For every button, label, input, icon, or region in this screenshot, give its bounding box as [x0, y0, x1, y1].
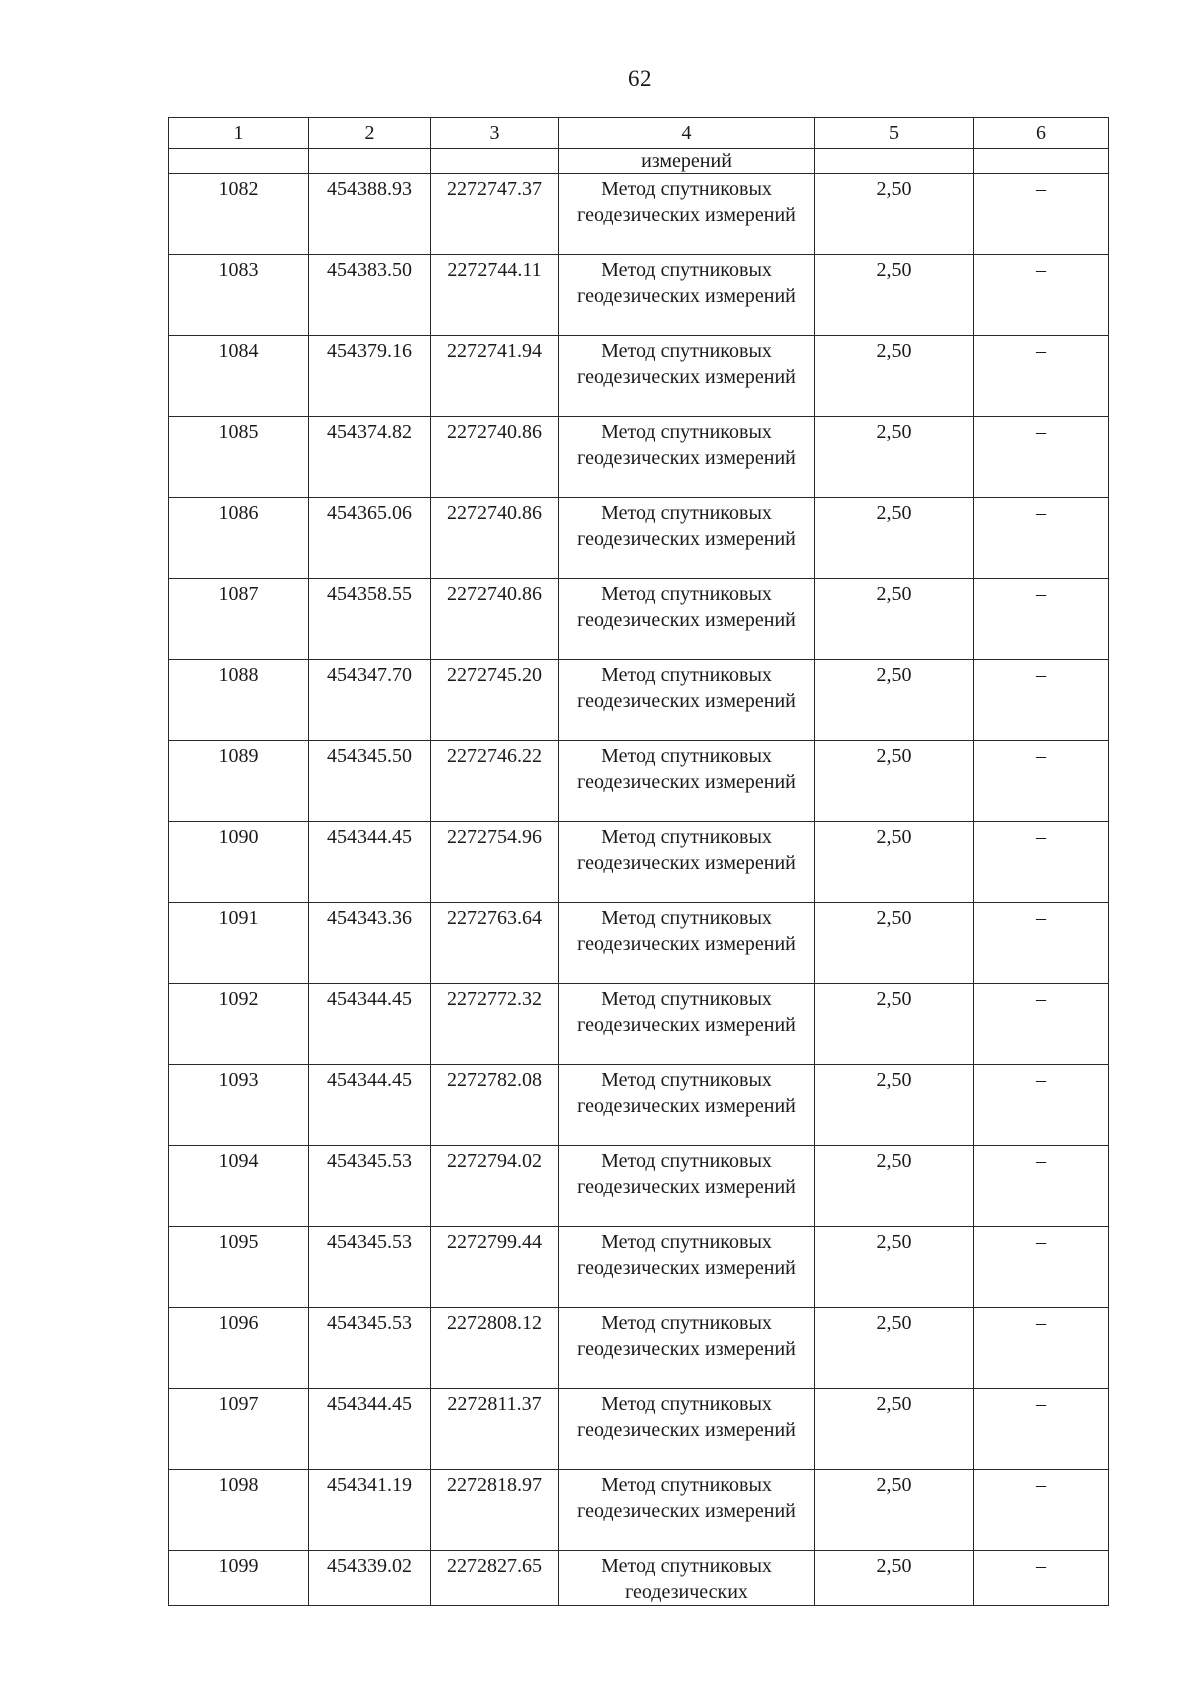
column-header-2: 2: [309, 118, 431, 149]
x-coordinate-cell: 454344.45: [309, 1389, 431, 1470]
accuracy-cell: 2,50: [815, 1227, 974, 1308]
continuation-cell-5: [815, 149, 974, 174]
note-cell: –: [974, 336, 1109, 417]
y-coordinate-cell: 2272747.37: [431, 174, 559, 255]
method-cell: Метод спутниковых геодезических измерений: [559, 498, 815, 579]
y-coordinate-cell: 2272740.86: [431, 498, 559, 579]
point-number-cell: 1098: [169, 1470, 309, 1551]
method-cell: Метод спутниковых геодезических измерений: [559, 984, 815, 1065]
method-cell: Метод спутниковых геодезических измерений: [559, 660, 815, 741]
method-cell: Метод спутниковых геодезических измерений: [559, 741, 815, 822]
note-cell: –: [974, 1146, 1109, 1227]
point-number-cell: 1090: [169, 822, 309, 903]
x-coordinate-cell: 454374.82: [309, 417, 431, 498]
note-cell: –: [974, 1470, 1109, 1551]
accuracy-cell: 2,50: [815, 498, 974, 579]
y-coordinate-cell: 2272782.08: [431, 1065, 559, 1146]
method-cell: Метод спутниковых геодезических измерений: [559, 1227, 815, 1308]
point-number-cell: 1092: [169, 984, 309, 1065]
table-row: [169, 1389, 1109, 1470]
continuation-row: [169, 149, 1109, 174]
note-cell: –: [974, 903, 1109, 984]
point-number-cell: 1085: [169, 417, 309, 498]
column-header-4: 4: [559, 118, 815, 149]
note-cell: –: [974, 741, 1109, 822]
note-cell: –: [974, 1308, 1109, 1389]
method-cell: Метод спутниковых геодезических измерений: [559, 174, 815, 255]
table-row: [169, 741, 1109, 822]
y-coordinate-cell: 2272740.86: [431, 579, 559, 660]
note-cell: –: [974, 1065, 1109, 1146]
accuracy-cell: 2,50: [815, 984, 974, 1065]
y-coordinate-cell: 2272808.12: [431, 1308, 559, 1389]
accuracy-cell: 2,50: [815, 1551, 974, 1606]
accuracy-cell: 2,50: [815, 1065, 974, 1146]
y-coordinate-cell: 2272740.86: [431, 417, 559, 498]
note-cell: –: [974, 174, 1109, 255]
note-cell: –: [974, 1551, 1109, 1606]
table-row: [169, 822, 1109, 903]
point-number-cell: 1089: [169, 741, 309, 822]
note-cell: –: [974, 984, 1109, 1065]
accuracy-cell: 2,50: [815, 1146, 974, 1227]
accuracy-cell: 2,50: [815, 822, 974, 903]
accuracy-cell: 2,50: [815, 741, 974, 822]
table-row: [169, 1146, 1109, 1227]
x-coordinate-cell: 454347.70: [309, 660, 431, 741]
method-cell: Метод спутниковых геодезических измерений: [559, 1389, 815, 1470]
table-row: [169, 1470, 1109, 1551]
point-number-cell: 1096: [169, 1308, 309, 1389]
point-number-cell: 1083: [169, 255, 309, 336]
note-cell: –: [974, 255, 1109, 336]
method-cell: Метод спутниковых геодезических измерений: [559, 822, 815, 903]
accuracy-cell: 2,50: [815, 660, 974, 741]
y-coordinate-cell: 2272746.22: [431, 741, 559, 822]
table-row: [169, 174, 1109, 255]
x-coordinate-cell: 454344.45: [309, 984, 431, 1065]
x-coordinate-cell: 454358.55: [309, 579, 431, 660]
y-coordinate-cell: 2272799.44: [431, 1227, 559, 1308]
continuation-method-cell: измерений: [559, 149, 815, 174]
x-coordinate-cell: 454345.50: [309, 741, 431, 822]
accuracy-cell: 2,50: [815, 1389, 974, 1470]
table-row: [169, 1227, 1109, 1308]
y-coordinate-cell: 2272818.97: [431, 1470, 559, 1551]
table-row: [169, 255, 1109, 336]
point-number-cell: 1088: [169, 660, 309, 741]
y-coordinate-cell: 2272794.02: [431, 1146, 559, 1227]
x-coordinate-cell: 454344.45: [309, 1065, 431, 1146]
point-number-cell: 1097: [169, 1389, 309, 1470]
point-number-cell: 1099: [169, 1551, 309, 1606]
table-row: [169, 984, 1109, 1065]
table-row: [169, 660, 1109, 741]
x-coordinate-cell: 454339.02: [309, 1551, 431, 1606]
point-number-cell: 1093: [169, 1065, 309, 1146]
x-coordinate-cell: 454341.19: [309, 1470, 431, 1551]
note-cell: –: [974, 1227, 1109, 1308]
y-coordinate-cell: 2272744.11: [431, 255, 559, 336]
x-coordinate-cell: 454345.53: [309, 1146, 431, 1227]
point-number-cell: 1082: [169, 174, 309, 255]
y-coordinate-cell: 2272741.94: [431, 336, 559, 417]
note-cell: –: [974, 1389, 1109, 1470]
x-coordinate-cell: 454343.36: [309, 903, 431, 984]
table-row: [169, 579, 1109, 660]
point-number-cell: 1095: [169, 1227, 309, 1308]
note-cell: –: [974, 660, 1109, 741]
y-coordinate-cell: 2272763.64: [431, 903, 559, 984]
y-coordinate-cell: 2272754.96: [431, 822, 559, 903]
column-header-6: 6: [974, 118, 1109, 149]
method-cell: Метод спутниковых геодезических измерений: [559, 903, 815, 984]
continuation-cell-3: [431, 149, 559, 174]
point-number-cell: 1084: [169, 336, 309, 417]
accuracy-cell: 2,50: [815, 336, 974, 417]
table-row: [169, 336, 1109, 417]
x-coordinate-cell: 454345.53: [309, 1308, 431, 1389]
accuracy-cell: 2,50: [815, 174, 974, 255]
method-cell: Метод спутниковых геодезических измерений: [559, 255, 815, 336]
method-cell: Метод спутниковых геодезических измерений: [559, 579, 815, 660]
x-coordinate-cell: 454388.93: [309, 174, 431, 255]
table-row: [169, 1308, 1109, 1389]
accuracy-cell: 2,50: [815, 579, 974, 660]
accuracy-cell: 2,50: [815, 1308, 974, 1389]
x-coordinate-cell: 454379.16: [309, 336, 431, 417]
method-cell: Метод спутниковых геодезических: [559, 1551, 815, 1606]
point-number-cell: 1091: [169, 903, 309, 984]
y-coordinate-cell: 2272827.65: [431, 1551, 559, 1606]
y-coordinate-cell: 2272811.37: [431, 1389, 559, 1470]
y-coordinate-cell: 2272772.32: [431, 984, 559, 1065]
continuation-cell-6: [974, 149, 1109, 174]
column-header-3: 3: [431, 118, 559, 149]
accuracy-cell: 2,50: [815, 1470, 974, 1551]
note-cell: –: [974, 822, 1109, 903]
x-coordinate-cell: 454365.06: [309, 498, 431, 579]
coordinates-table: [168, 117, 1109, 1606]
accuracy-cell: 2,50: [815, 903, 974, 984]
method-cell: Метод спутниковых геодезических измерений: [559, 336, 815, 417]
point-number-cell: 1094: [169, 1146, 309, 1227]
table-row: [169, 903, 1109, 984]
continuation-cell-1: [169, 149, 309, 174]
note-cell: –: [974, 498, 1109, 579]
column-number-header-row: [169, 118, 1109, 149]
method-cell: Метод спутниковых геодезических измерений: [559, 1065, 815, 1146]
column-header-1: 1: [169, 118, 309, 149]
point-number-cell: 1087: [169, 579, 309, 660]
table-row: [169, 417, 1109, 498]
note-cell: –: [974, 417, 1109, 498]
x-coordinate-cell: 454344.45: [309, 822, 431, 903]
table-row: [169, 1551, 1109, 1606]
page-number: 62: [628, 66, 652, 91]
table-row: [169, 1065, 1109, 1146]
point-number-cell: 1086: [169, 498, 309, 579]
x-coordinate-cell: 454383.50: [309, 255, 431, 336]
x-coordinate-cell: 454345.53: [309, 1227, 431, 1308]
accuracy-cell: 2,50: [815, 417, 974, 498]
note-cell: –: [974, 579, 1109, 660]
method-cell: Метод спутниковых геодезических измерений: [559, 1308, 815, 1389]
accuracy-cell: 2,50: [815, 255, 974, 336]
y-coordinate-cell: 2272745.20: [431, 660, 559, 741]
method-cell: Метод спутниковых геодезических измерений: [559, 1146, 815, 1227]
method-cell: Метод спутниковых геодезических измерений: [559, 1470, 815, 1551]
method-cell: Метод спутниковых геодезических измерений: [559, 417, 815, 498]
column-header-5: 5: [815, 118, 974, 149]
continuation-cell-2: [309, 149, 431, 174]
table-row: [169, 498, 1109, 579]
